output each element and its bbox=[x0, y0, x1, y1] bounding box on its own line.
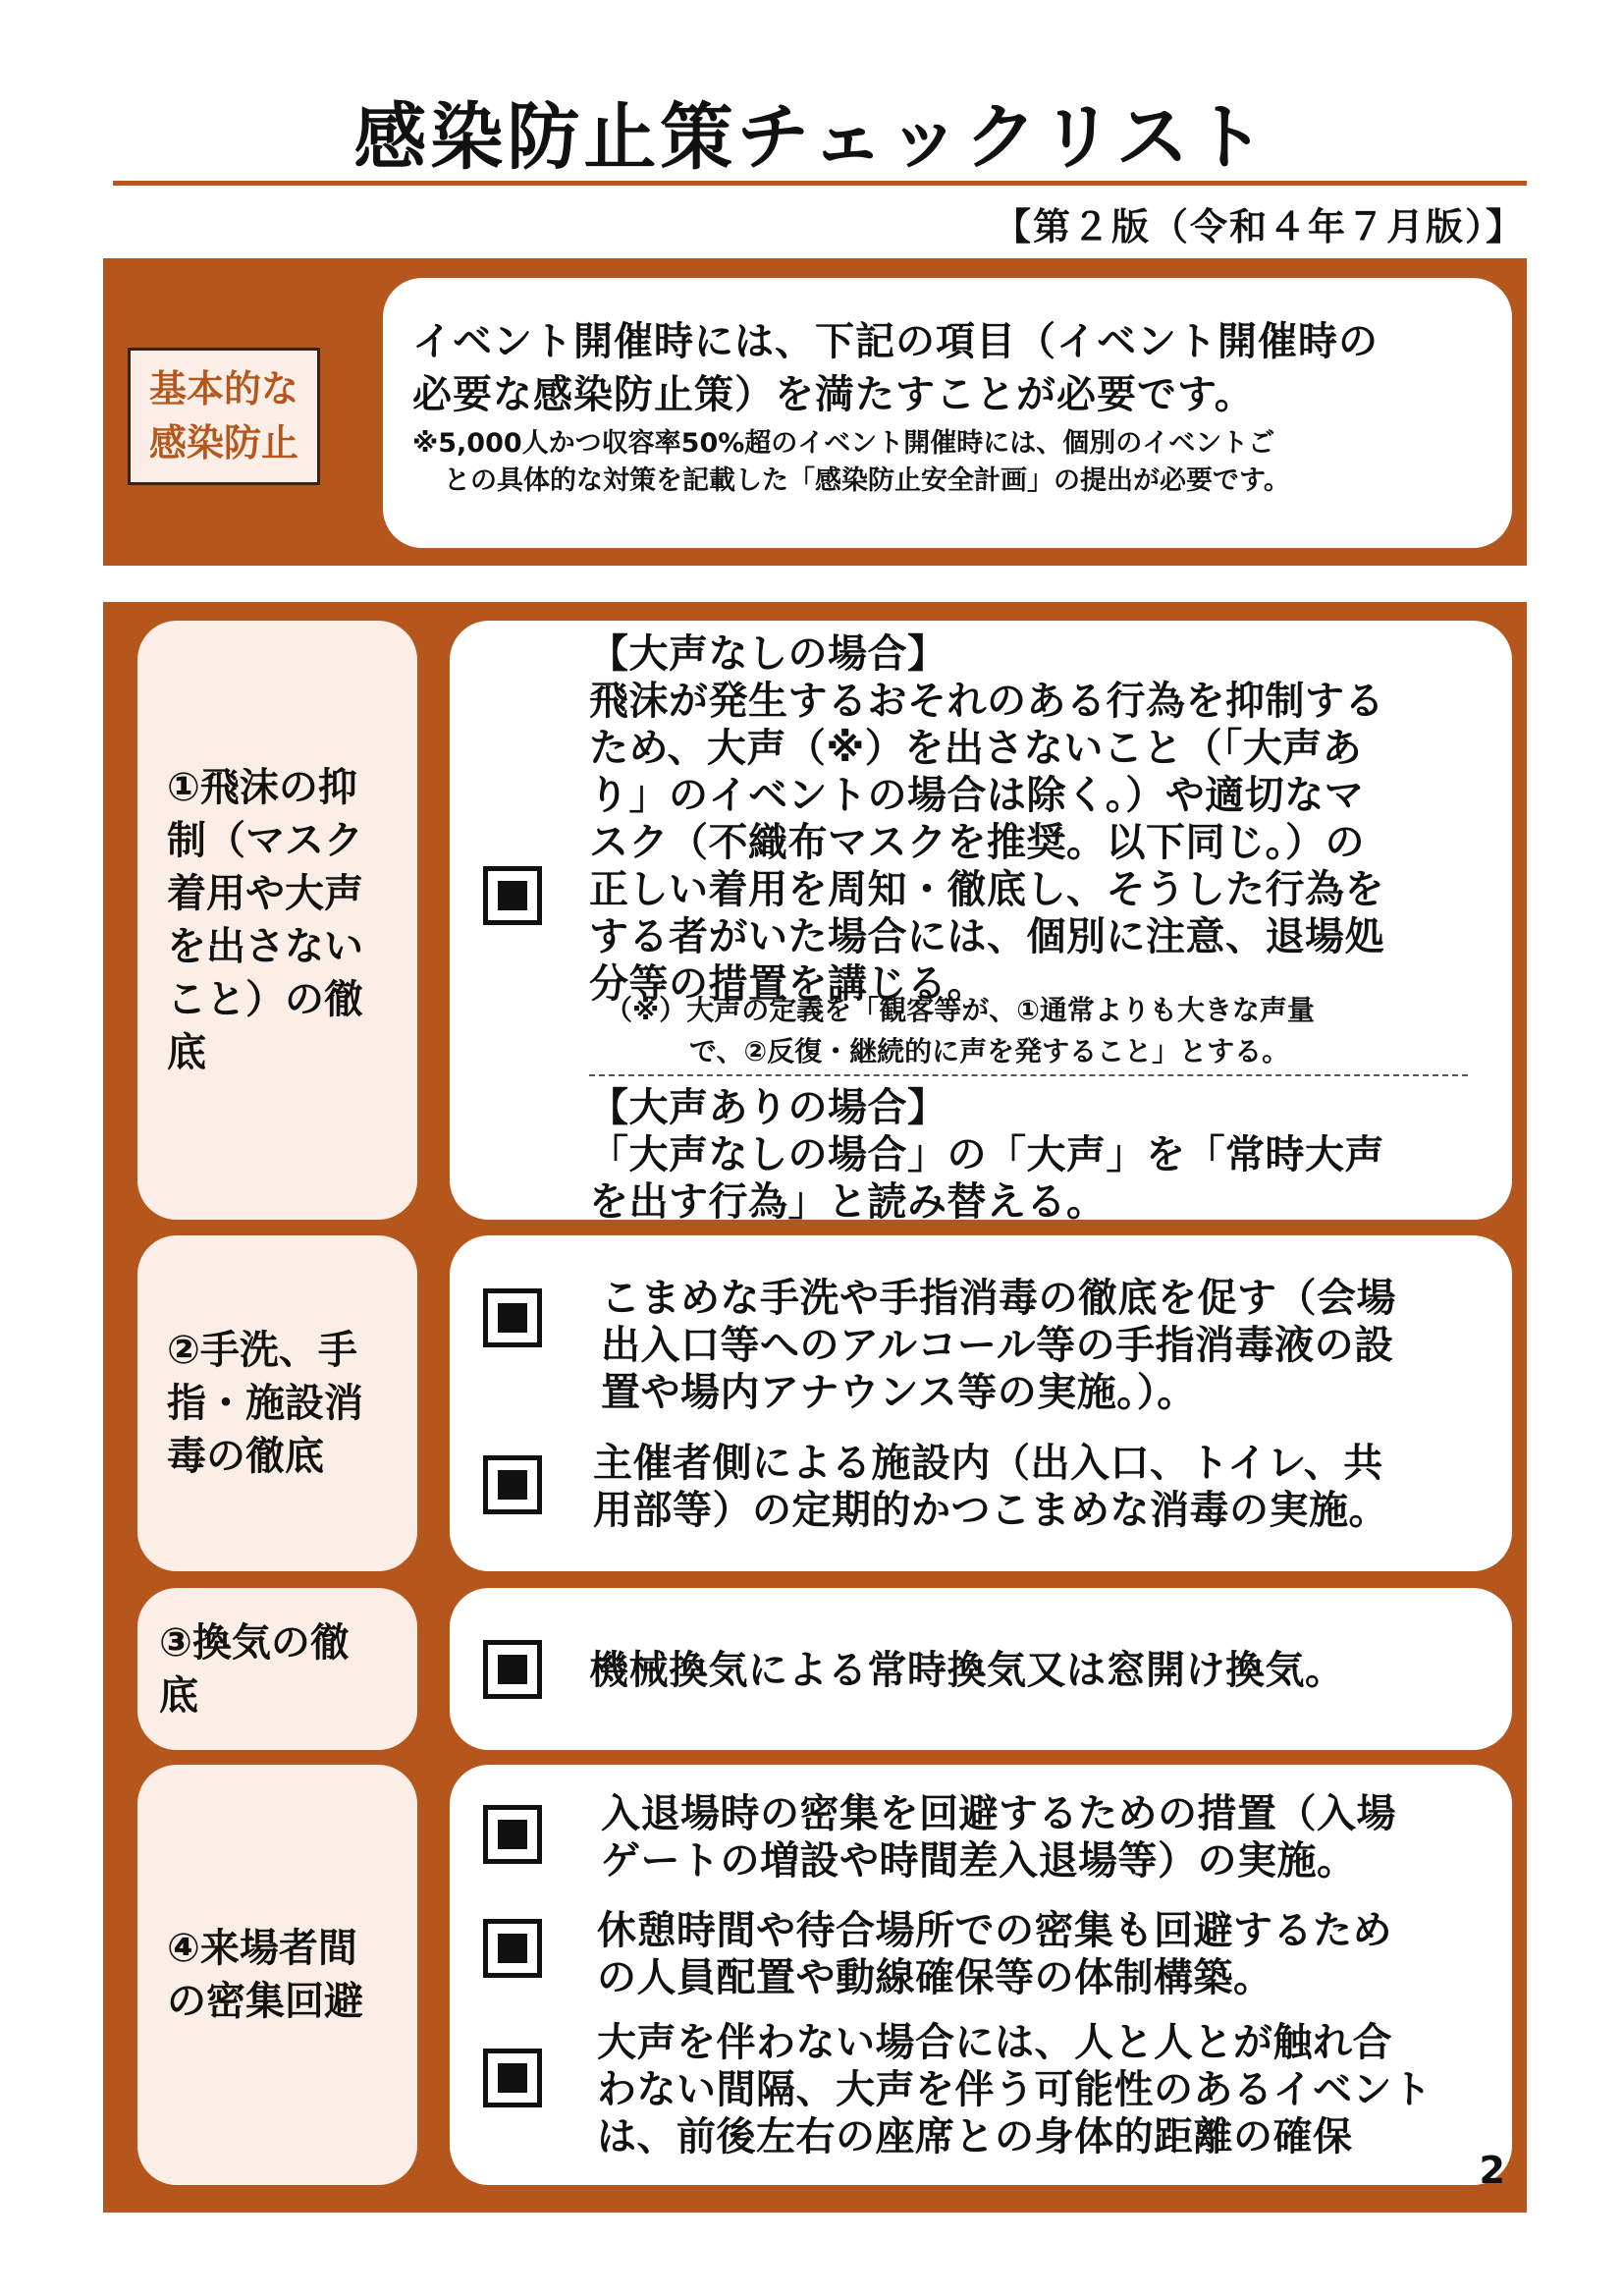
checkbox-4-2[interactable] bbox=[483, 1919, 542, 1978]
basic-main-text bbox=[412, 315, 1488, 421]
item-1-2-text bbox=[589, 1084, 1502, 1226]
item-text-line: 大声を伴わない場合には、人と人とが触れ合 bbox=[597, 2020, 1392, 2065]
basic-note-line: ※5,000人かつ収容率50%超のイベント開催時には、個別のイベントご bbox=[412, 428, 1275, 459]
basic-label-line: 基本的な bbox=[148, 366, 298, 410]
item-4-3-text bbox=[597, 2019, 1502, 2160]
checkbox-fill bbox=[498, 1934, 527, 1963]
item-1-1-note bbox=[605, 990, 1488, 1072]
item-text-line: 休憩時間や待合場所での密集も回避するため bbox=[597, 1908, 1392, 1953]
item-text-line: は、前後左右の座席との身体的距離の確保 bbox=[597, 2114, 1353, 2159]
item-text-line: スク（不織布マスクを推奨。以下同じ。）の bbox=[589, 820, 1365, 865]
item-text-line: こまめな手洗や手指消毒の徹底を促す（会場 bbox=[601, 1276, 1396, 1321]
checkbox-4-3[interactable] bbox=[483, 2049, 542, 2107]
checkbox-fill bbox=[498, 2063, 527, 2093]
basic-note-line: との具体的な対策を記載した「感染防止安全計画」の提出が必要です。 bbox=[444, 465, 1290, 496]
item-text-line: 飛沫が発生するおそれのある行為を抑制する bbox=[589, 679, 1384, 724]
item-text-line: り」のイベントの場合は除く。）や適切なマ bbox=[589, 773, 1365, 818]
section-label-line: ④来場者間 bbox=[167, 1926, 357, 1971]
item-1-1-text bbox=[589, 630, 1502, 1008]
page-number: 2 bbox=[1479, 2149, 1505, 2192]
item-text-line: 主催者側による施設内（出入口、トイレ、共 bbox=[593, 1441, 1383, 1486]
item-text-line: ゲートの増設や時間差入退場等）の実施。 bbox=[601, 1838, 1357, 1884]
item-3-1-text bbox=[589, 1647, 1497, 1694]
item-text-line: 「大声なしの場合」の「大声」を「常時大声 bbox=[589, 1132, 1384, 1177]
item-heading: 【大声ありの場合】 bbox=[589, 1085, 947, 1130]
checkbox-2-1[interactable] bbox=[483, 1288, 542, 1347]
checkbox-4-1[interactable] bbox=[483, 1805, 542, 1864]
item-2-1-text bbox=[601, 1275, 1504, 1416]
item-text-line: 機械換気による常時換気又は窓開け換気。 bbox=[589, 1648, 1345, 1693]
item-text-line: わない間隔、大声を伴う可能性のあるイベント bbox=[597, 2067, 1433, 2112]
basic-note bbox=[412, 425, 1488, 500]
section-label-line: 底 bbox=[167, 1030, 206, 1075]
section-label-line: の密集回避 bbox=[167, 1979, 363, 2024]
note-line: （※）大声の定義を「観客等が、①通常よりも大きな声量 bbox=[605, 994, 1315, 1026]
item-text-line: の人員配置や動線確保等の体制構築。 bbox=[597, 1955, 1273, 2000]
item-text-line: 正しい着用を周知・徹底し、そうした行為を bbox=[589, 867, 1384, 912]
basic-main-line: イベント開催時には、下記の項目（イベント開催時の bbox=[412, 319, 1379, 364]
page-title: 感染防止策チェックリスト bbox=[353, 95, 1270, 180]
section-label-line: こと）の徹 bbox=[167, 977, 363, 1022]
item-heading: 【大声なしの場合】 bbox=[589, 631, 947, 677]
item-4-2-text bbox=[597, 1907, 1502, 2001]
edition-label: 【第２版（令和４年７月版）】 bbox=[993, 205, 1525, 248]
section-4-label bbox=[137, 1765, 417, 2185]
item-text-line: 分等の措置を講じる。 bbox=[589, 961, 987, 1007]
section-2-label bbox=[137, 1235, 417, 1571]
item-text-line: 出入口等へのアルコール等の手指消毒液の設 bbox=[601, 1323, 1394, 1368]
section-1-label bbox=[137, 621, 417, 1220]
section-label-line: 着用や大声 bbox=[167, 871, 363, 916]
item-text-line: 用部等）の定期的かつこまめな消毒の実施。 bbox=[593, 1488, 1388, 1533]
dashed-divider bbox=[589, 1074, 1468, 1076]
checkbox-fill bbox=[498, 1655, 527, 1684]
item-4-1-text bbox=[601, 1790, 1504, 1885]
item-text-line: 置や場内アナウンス等の実施。）。 bbox=[601, 1370, 1197, 1415]
checkbox-2-2[interactable] bbox=[483, 1455, 542, 1514]
section-label-line: ②手洗、手 bbox=[167, 1328, 357, 1373]
basic-section-box bbox=[383, 278, 1512, 548]
item-2-2-text bbox=[593, 1440, 1501, 1534]
item-text-line: 入退場時の密集を回避するための措置（入場 bbox=[601, 1791, 1396, 1836]
checkbox-fill bbox=[498, 881, 527, 910]
item-text-line: を出す行為」と読み替える。 bbox=[589, 1179, 1107, 1225]
basic-label-line: 感染防止 bbox=[148, 421, 298, 465]
section-label-line: 底 bbox=[159, 1672, 198, 1719]
item-text-line: する者がいた場合には、個別に注意、退場処 bbox=[589, 914, 1384, 959]
section-label-line: 指・施設消 bbox=[167, 1381, 363, 1426]
basic-main-line: 必要な感染防止策）を満たすことが必要です。 bbox=[412, 372, 1255, 417]
note-line: で、②反復・継続的に声を発すること」とする。 bbox=[689, 1035, 1290, 1067]
checkbox-fill bbox=[498, 1470, 527, 1500]
section-label-line: を出さない bbox=[167, 924, 363, 969]
checkbox-fill bbox=[498, 1303, 527, 1333]
section-label-line: 毒の徹底 bbox=[167, 1434, 324, 1479]
section-label-line: ①飛沫の抑 bbox=[167, 765, 357, 810]
checkbox-3-1[interactable] bbox=[483, 1640, 542, 1699]
title-divider bbox=[113, 181, 1527, 186]
section-label-line: ③換気の徹 bbox=[159, 1619, 350, 1666]
checkbox-1-1[interactable] bbox=[483, 866, 542, 925]
basic-section-label bbox=[128, 348, 320, 485]
checkbox-fill bbox=[498, 1820, 527, 1849]
item-text-line: ため、大声（※）を出さないこと（「大声あ bbox=[589, 726, 1363, 771]
section-label-line: 制（マスク bbox=[167, 818, 363, 863]
section-3-label bbox=[137, 1588, 417, 1750]
